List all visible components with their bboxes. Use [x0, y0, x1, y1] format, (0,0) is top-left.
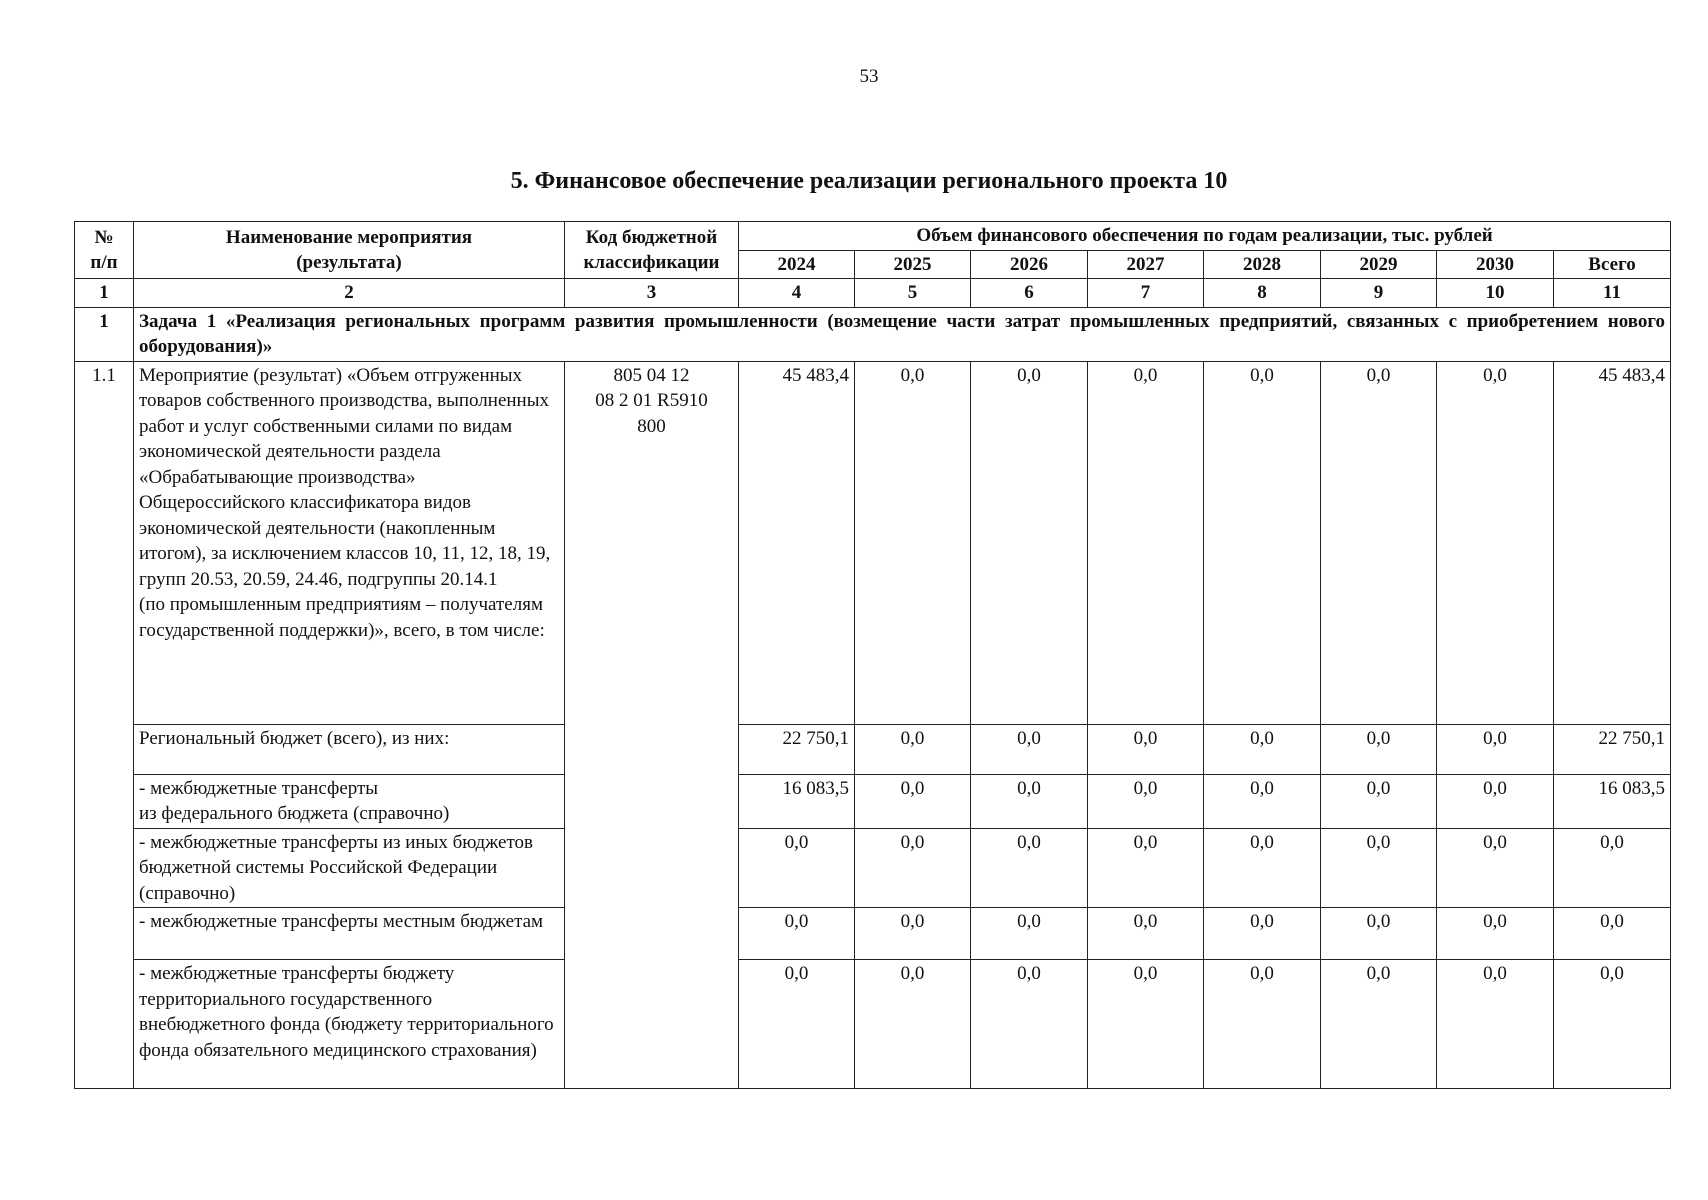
header-name: Наименование мероприятия (результата)	[134, 222, 565, 279]
value-total: 22 750,1	[1554, 724, 1671, 774]
financing-table	[74, 221, 1671, 1089]
value-2025: 0,0	[855, 724, 971, 774]
value-2028: 0,0	[1204, 724, 1321, 774]
value-2026: 0,0	[971, 724, 1088, 774]
column-number: 5	[855, 279, 971, 308]
value-2025: 0,0	[855, 828, 971, 908]
header-year: 2025	[855, 250, 971, 279]
item-number: 1.1	[75, 361, 134, 1089]
value-2024: 45 483,4	[739, 361, 855, 724]
header-year: 2024	[739, 250, 855, 279]
header-year: 2027	[1088, 250, 1204, 279]
header-volume: Объем финансового обеспечения по годам реализации, тыс. рублей	[739, 222, 1671, 251]
column-number: 10	[1437, 279, 1554, 308]
value-2027: 0,0	[1088, 828, 1204, 908]
value-2027: 0,0	[1088, 774, 1204, 828]
value-2029: 0,0	[1321, 724, 1437, 774]
value-2024: 0,0	[739, 908, 855, 960]
header-code: Код бюджетной классификации	[565, 222, 739, 279]
value-total: 45 483,4	[1554, 361, 1671, 724]
value-total: 0,0	[1554, 908, 1671, 960]
table-row	[75, 828, 1671, 908]
header-year: 2029	[1321, 250, 1437, 279]
table-row	[75, 960, 1671, 1089]
header-row-1	[75, 222, 1671, 251]
value-2026: 0,0	[971, 908, 1088, 960]
page-number: 53	[859, 66, 879, 87]
value-2029: 0,0	[1321, 960, 1437, 1089]
header-year: 2028	[1204, 250, 1321, 279]
value-2026: 0,0	[971, 828, 1088, 908]
column-number: 9	[1321, 279, 1437, 308]
item-name: - межбюджетные трансферты из федерального бюджета (справочно)	[134, 774, 565, 828]
item-name: - межбюджетные трансферты бюджету территориального государственного внебюджетного фонда (бюджету территориального фонда обязательного медицинского страхования)	[134, 960, 565, 1089]
value-2026: 0,0	[971, 960, 1088, 1089]
value-2024: 0,0	[739, 960, 855, 1089]
header-year: 2026	[971, 250, 1088, 279]
value-2030: 0,0	[1437, 828, 1554, 908]
value-total: 0,0	[1554, 960, 1671, 1089]
value-2026: 0,0	[971, 361, 1088, 724]
budget-code: 805 04 12 08 2 01 R5910 800	[565, 361, 739, 1089]
value-2024: 16 083,5	[739, 774, 855, 828]
value-2028: 0,0	[1204, 828, 1321, 908]
value-total: 16 083,5	[1554, 774, 1671, 828]
column-number: 3	[565, 279, 739, 308]
value-2030: 0,0	[1437, 361, 1554, 724]
value-2024: 22 750,1	[739, 724, 855, 774]
column-number: 6	[971, 279, 1088, 308]
value-2029: 0,0	[1321, 828, 1437, 908]
item-name: Региональный бюджет (всего), из них:	[134, 724, 565, 774]
value-2029: 0,0	[1321, 774, 1437, 828]
task-text: Задача 1 «Реализация региональных программ развития промышленности (возмещение части затрат промышленных предприятий, связанных с приобретением нового оборудования)»	[134, 307, 1671, 361]
column-number: 2	[134, 279, 565, 308]
value-2030: 0,0	[1437, 908, 1554, 960]
value-2030: 0,0	[1437, 774, 1554, 828]
value-2025: 0,0	[855, 908, 971, 960]
value-2025: 0,0	[855, 361, 971, 724]
column-number: 1	[75, 279, 134, 308]
header-total: Всего	[1554, 250, 1671, 279]
value-2027: 0,0	[1088, 724, 1204, 774]
value-2030: 0,0	[1437, 724, 1554, 774]
value-2024: 0,0	[739, 828, 855, 908]
document-title: 5. Финансовое обеспечение реализации регионального проекта 10	[510, 168, 1228, 194]
value-2027: 0,0	[1088, 361, 1204, 724]
header-num: № п/п	[75, 222, 134, 279]
value-2028: 0,0	[1204, 908, 1321, 960]
value-2027: 0,0	[1088, 960, 1204, 1089]
value-2025: 0,0	[855, 774, 971, 828]
value-2025: 0,0	[855, 960, 971, 1089]
column-number: 11	[1554, 279, 1671, 308]
value-2029: 0,0	[1321, 908, 1437, 960]
table-row	[75, 361, 1671, 724]
table-row	[75, 724, 1671, 774]
column-number: 8	[1204, 279, 1321, 308]
value-2028: 0,0	[1204, 960, 1321, 1089]
table-row	[75, 774, 1671, 828]
value-2027: 0,0	[1088, 908, 1204, 960]
item-name: - межбюджетные трансферты местным бюджетам	[134, 908, 565, 960]
value-2026: 0,0	[971, 774, 1088, 828]
column-number-row	[75, 279, 1671, 308]
value-2030: 0,0	[1437, 960, 1554, 1089]
value-2028: 0,0	[1204, 361, 1321, 724]
value-2028: 0,0	[1204, 774, 1321, 828]
task-number: 1	[75, 307, 134, 361]
item-name: Мероприятие (результат) «Объем отгруженных товаров собственного производства, выполненных работ и услуг собственными силами по видам экономической деятельности раздела «Обрабатывающие производства» Общероссийского классификатора видов экономической деятельности (накопленным итогом), за исключением классов 10, 11, 12, 18, 19, групп 20.53, 20.59, 24.46, подгруппы 20.14.1 (по промышленным предприятиям – получателям государственной поддержки)», всего, в том числе:	[134, 361, 565, 724]
task-row	[75, 307, 1671, 361]
value-total: 0,0	[1554, 828, 1671, 908]
table-row	[75, 908, 1671, 960]
column-number: 7	[1088, 279, 1204, 308]
column-number: 4	[739, 279, 855, 308]
header-year: 2030	[1437, 250, 1554, 279]
item-name: - межбюджетные трансферты из иных бюджетов бюджетной системы Российской Федерации (справочно)	[134, 828, 565, 908]
value-2029: 0,0	[1321, 361, 1437, 724]
